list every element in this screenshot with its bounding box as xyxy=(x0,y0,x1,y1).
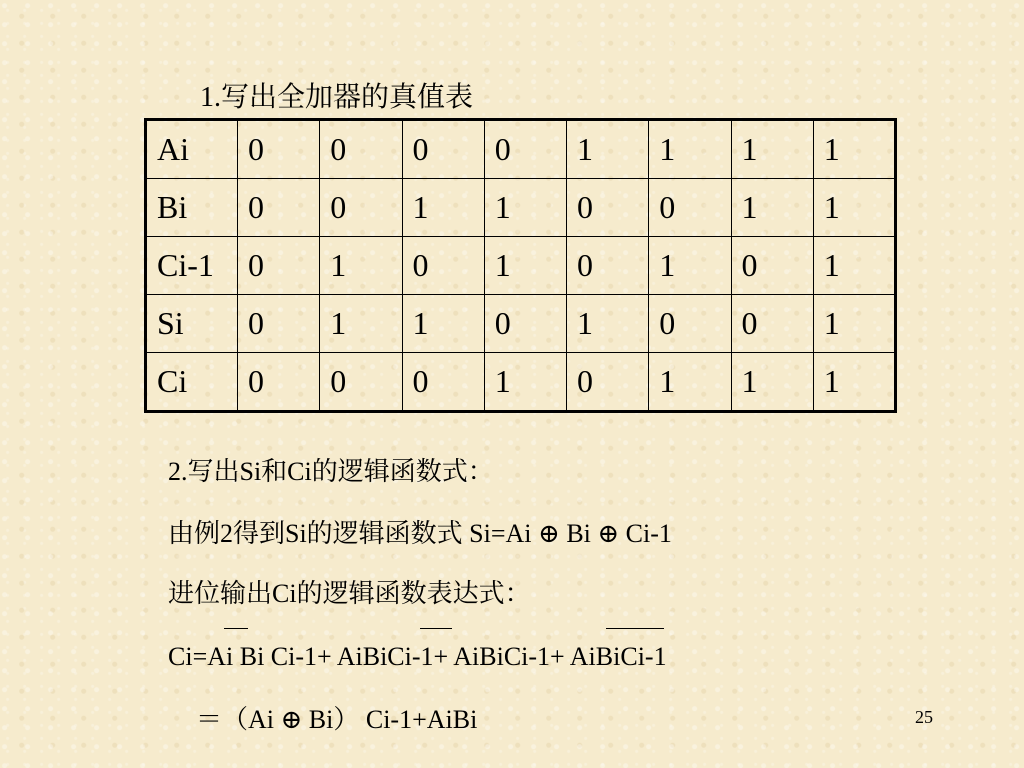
truth-table-cell: 1 xyxy=(484,179,566,237)
truth-table-cell: 1 xyxy=(567,120,649,179)
truth-table-cell: 0 xyxy=(238,295,320,353)
truth-table-cell: 0 xyxy=(731,237,813,295)
truth-table-cell: 1 xyxy=(731,179,813,237)
truth-table-cell: 0 xyxy=(567,353,649,412)
page-number: 25 xyxy=(915,707,933,727)
truth-table-cell: 1 xyxy=(649,120,731,179)
truth-table-cell: 1 xyxy=(649,353,731,412)
truth-table-row-label: Ci xyxy=(146,353,238,412)
truth-table-cell: 0 xyxy=(731,295,813,353)
truth-table-cell: 0 xyxy=(238,353,320,412)
ci-simplified-expression: ＝（Ai ⊕ Bi） Ci-1+AiBi xyxy=(196,705,478,734)
truth-table-cell: 0 xyxy=(238,179,320,237)
truth-table-cell: 1 xyxy=(567,295,649,353)
truth-table-cell: 0 xyxy=(567,237,649,295)
truth-table-row xyxy=(146,237,896,295)
truth-table-cell: 0 xyxy=(402,237,484,295)
truth-table-cell: 1 xyxy=(484,353,566,412)
truth-table-row xyxy=(146,120,896,179)
truth-table-cell: 0 xyxy=(484,120,566,179)
truth-table-row-label: Si xyxy=(146,295,238,353)
truth-table-cell: 0 xyxy=(238,120,320,179)
truth-table-cell: 0 xyxy=(484,295,566,353)
truth-table-cell: 0 xyxy=(320,353,402,412)
overline-ci-1 xyxy=(606,628,664,629)
truth-table-row xyxy=(146,353,896,412)
truth-table-cell: 1 xyxy=(813,120,895,179)
truth-table-cell: 1 xyxy=(402,179,484,237)
truth-table-cell: 0 xyxy=(320,120,402,179)
overline-bi xyxy=(420,628,452,629)
truth-table-cell: 0 xyxy=(649,179,731,237)
truth-table-cell: 0 xyxy=(402,353,484,412)
overline-ai xyxy=(224,628,248,629)
section-heading-logic-functions: 2.写出Si和Ci的逻辑函数式： xyxy=(168,457,494,486)
truth-table-cell: 0 xyxy=(567,179,649,237)
truth-table-cell: 1 xyxy=(731,353,813,412)
truth-table-row xyxy=(146,179,896,237)
truth-table-cell: 1 xyxy=(813,237,895,295)
truth-table-cell: 1 xyxy=(402,295,484,353)
truth-table-cell: 1 xyxy=(813,295,895,353)
truth-table-row xyxy=(146,295,896,353)
truth-table-cell: 1 xyxy=(731,120,813,179)
truth-table-cell: 0 xyxy=(402,120,484,179)
truth-table xyxy=(144,118,897,413)
truth-table-cell: 1 xyxy=(649,237,731,295)
truth-table-cell: 1 xyxy=(320,237,402,295)
truth-table-row-label: Bi xyxy=(146,179,238,237)
ci-intro-text: 进位输出Ci的逻辑函数表达式： xyxy=(168,579,531,608)
truth-table-cell: 1 xyxy=(320,295,402,353)
truth-table-row-label: Ci-1 xyxy=(146,237,238,295)
truth-table-cell: 0 xyxy=(320,179,402,237)
truth-table-cell: 0 xyxy=(649,295,731,353)
truth-table-cell: 1 xyxy=(484,237,566,295)
si-expression: 由例2得到Si的逻辑函数式 Si=Ai ⊕ Bi ⊕ Ci-1 xyxy=(168,519,672,548)
truth-table-cell: 0 xyxy=(238,237,320,295)
section-heading-truth-table: 1.写出全加器的真值表 xyxy=(200,82,474,113)
ci-expression: Ci=Ai Bi Ci-1+ AiBiCi-1+ AiBiCi-1+ AiBiCi-1 xyxy=(168,642,667,671)
truth-table-cell: 1 xyxy=(813,353,895,412)
truth-table-cell: 1 xyxy=(813,179,895,237)
truth-table-row-label: Ai xyxy=(146,120,238,179)
